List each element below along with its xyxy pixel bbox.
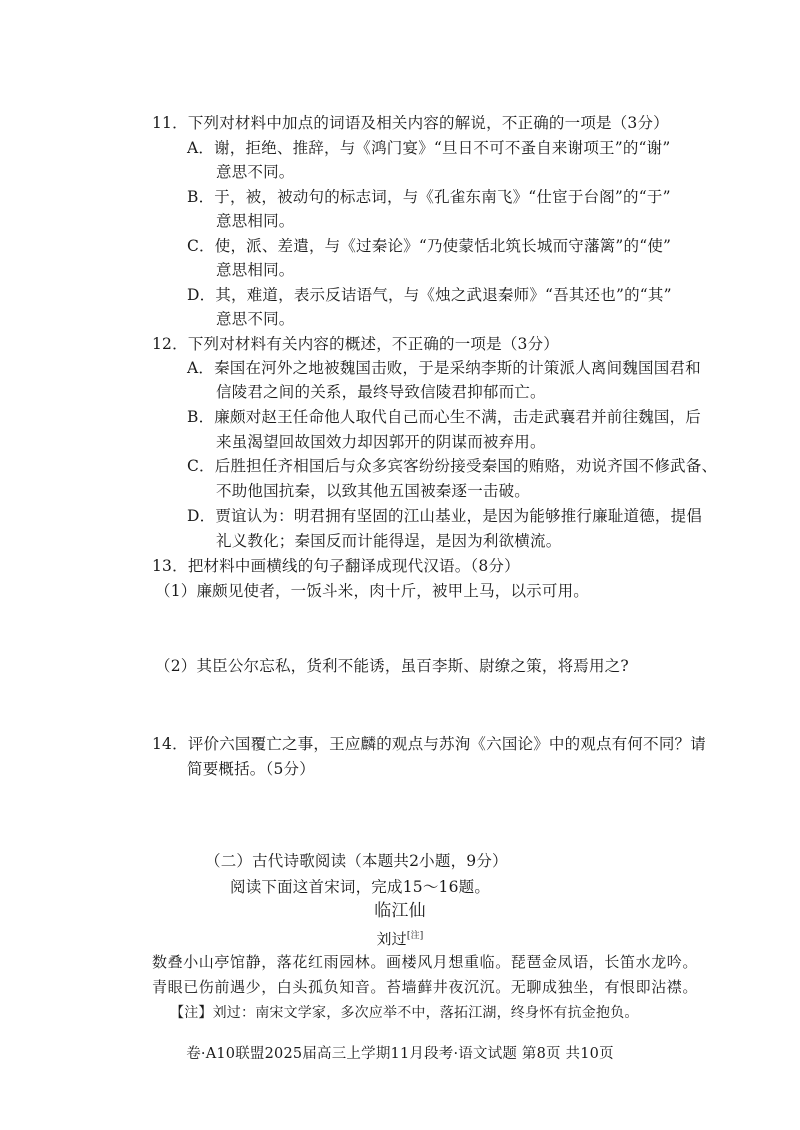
section-instruction: 阅读下面这首宋词，完成15～16题。	[230, 878, 491, 896]
poem-line-1: 数叠小山亭馆静，落花红雨园林。画楼风月想重临。琵琶金凤语，长笛水龙吟。	[152, 953, 699, 971]
q12-stem: 12．下列对材料有关内容的概述，不正确的一项是（3分）	[152, 335, 559, 353]
q14-stem: 14．评价六国覆亡之事，王应麟的观点与苏洵《六国论》中的观点有何不同？请	[152, 735, 706, 753]
q12-option-b-cont: 来虽渴望回故国效力却因郭开的阴谋而被弃用。	[216, 433, 546, 451]
poem-title: 临江仙	[374, 901, 426, 921]
poem-author-name: 刘过	[376, 930, 407, 948]
q11-option-b: B．于，被，被动句的标志词，与《孔雀东南飞》“仕宦于台阁”的“于”	[187, 188, 671, 206]
q11-stem: 11．下列对材料中加点的词语及相关内容的解说，不正确的一项是（3分）	[152, 114, 669, 132]
q12-option-a-cont: 信陵君之间的关系，最终导致信陵君抑郁而亡。	[216, 383, 546, 401]
q12-option-d-cont: 礼义教化；秦国反而计能得逞，是因为利欲横流。	[216, 532, 562, 550]
author-note-mark: [注]	[406, 931, 424, 941]
q11-option-a-cont: 意思不同。	[216, 163, 295, 181]
page-footer: 卷·A10联盟2025届高三上学期11月段考·语文试题 第8页 共10页	[186, 1046, 614, 1062]
q11-option-b-cont: 意思相同。	[216, 212, 295, 230]
q12-option-a: A．秦国在河外之地被魏国击败，于是采纳李斯的计策派人离间魏国国君和	[187, 359, 701, 377]
q12-option-c-cont: 不助他国抗秦，以致其他五国被秦逐一击破。	[216, 482, 531, 500]
q11-option-d: D．其，难道，表示反诘语气，与《烛之武退秦师》“吾其还也”的“其”	[187, 286, 672, 304]
q14-stem-cont: 简要概括。（5分）	[187, 760, 315, 778]
poem-line-2: 青眼已伤前遇少，白头孤负知音。苔墙藓井夜沉沉。无聊成独坐，有恨即沾襟。	[152, 978, 699, 996]
q11-option-c-cont: 意思相同。	[216, 261, 295, 279]
q11-option-a: A．谢，拒绝、推辞，与《鸿门宴》“旦日不可不蚤自来谢项王”的“谢”	[187, 139, 671, 157]
q13-sentence-1: （1）廉颇见使者，一饭斗米，肉十斤，被甲上马，以示可用。	[155, 582, 589, 600]
q12-option-b: B．廉颇对赵王任命他人取代自己而心生不满，击走武襄君并前往魏国，后	[187, 408, 701, 426]
poem-note: 【注】刘过：南宋文学家，多次应举不中，落拓江湖，终身怀有抗金抱负。	[170, 1005, 639, 1021]
q12-option-c: C．后胜担任齐相国后与众多宾客纷纷接受秦国的贿赂，劝说齐国不修武备、	[187, 457, 718, 475]
q13-sentence-2: （2）其臣公尔忘私，货利不能诱，虽百李斯、尉缭之策，将焉用之?	[155, 657, 629, 675]
q13-stem: 13．把材料中画横线的句子翻译成现代汉语。（8分）	[152, 557, 520, 575]
q11-option-d-cont: 意思不同。	[216, 310, 295, 328]
poem-author	[0, 925, 800, 950]
section-heading: （二）古代诗歌阅读（本题共2小题，9分）	[205, 852, 508, 870]
q11-option-c: C．使，派、差遣，与《过秦论》“乃使蒙恬北筑长城而守藩篱”的“使”	[187, 237, 672, 255]
q12-option-d: D．贾谊认为：明君拥有坚固的江山基业，是因为能够推行廉耻道德，提倡	[187, 507, 703, 525]
